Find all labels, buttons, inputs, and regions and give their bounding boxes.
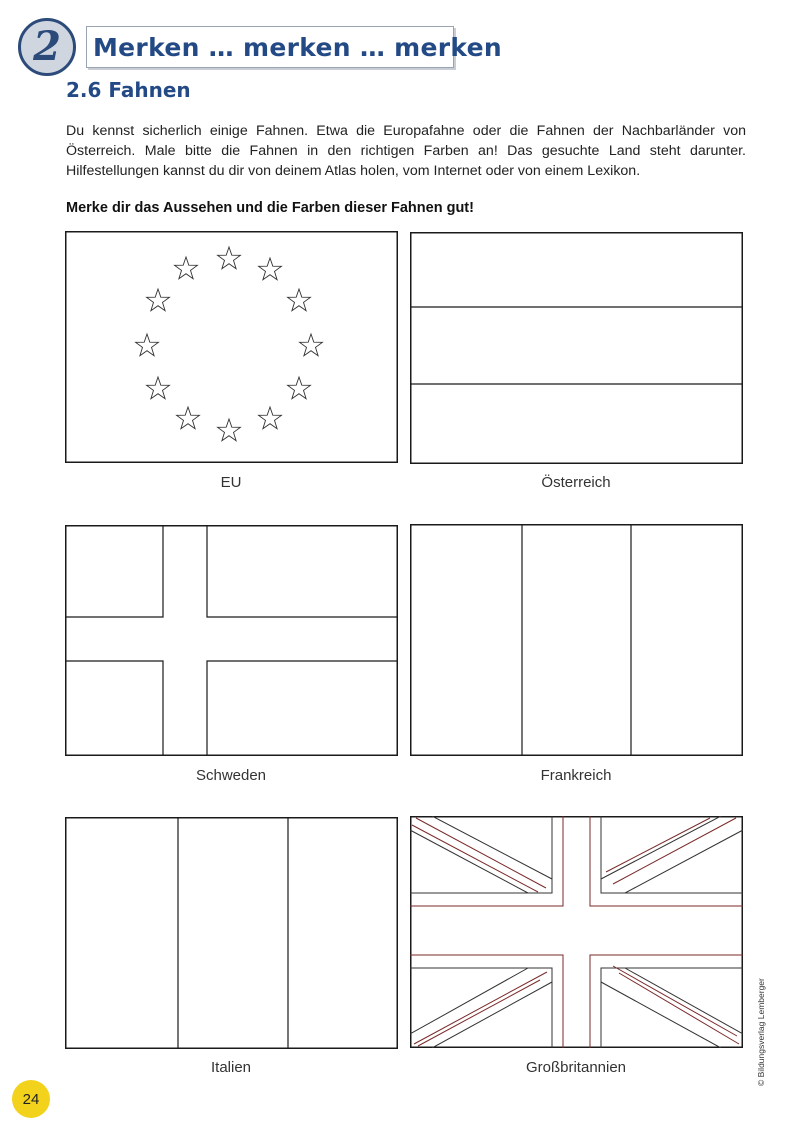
- chapter-badge: [18, 18, 76, 76]
- chapter-title: Merken … merken … merken: [93, 32, 502, 62]
- chapter-number: 2: [33, 23, 61, 70]
- flag-caption: Großbritannien: [525, 1059, 627, 1076]
- flag-caption: Italien: [210, 1059, 252, 1076]
- flag-caption: EU: [220, 474, 242, 491]
- page-number: 24: [12, 1080, 50, 1118]
- flag-sweden: [65, 525, 398, 756]
- section-heading: 2.6 Fahnen: [66, 78, 191, 102]
- flag-austria: [410, 232, 743, 464]
- flag-italy: [65, 817, 398, 1049]
- flag-france: [410, 524, 743, 756]
- instruction-text: Merke dir das Aussehen und die Farben dieser Fahnen gut!: [66, 200, 474, 216]
- flag-uk: [410, 816, 743, 1048]
- chapter-title-box: [86, 26, 502, 68]
- flag-caption: Österreich: [541, 474, 611, 491]
- flag-caption: Frankreich: [540, 767, 612, 784]
- intro-paragraph: Du kennst sicherlich einige Fahnen. Etwa die Europafahne oder die Fahnen der Nachbarländer von Österreich. Male bitte die Fahnen in den richtigen Farben an! Das gesuchte Land steht darunter. Hilfestellungen kannst du dir von deinem Atlas holen, vom Internet oder von einem Lexikon.: [66, 123, 746, 179]
- flag-eu: [65, 231, 398, 463]
- flag-caption: Schweden: [195, 767, 267, 784]
- copyright-note: © Bildungsverlag Lemberger: [756, 978, 766, 1086]
